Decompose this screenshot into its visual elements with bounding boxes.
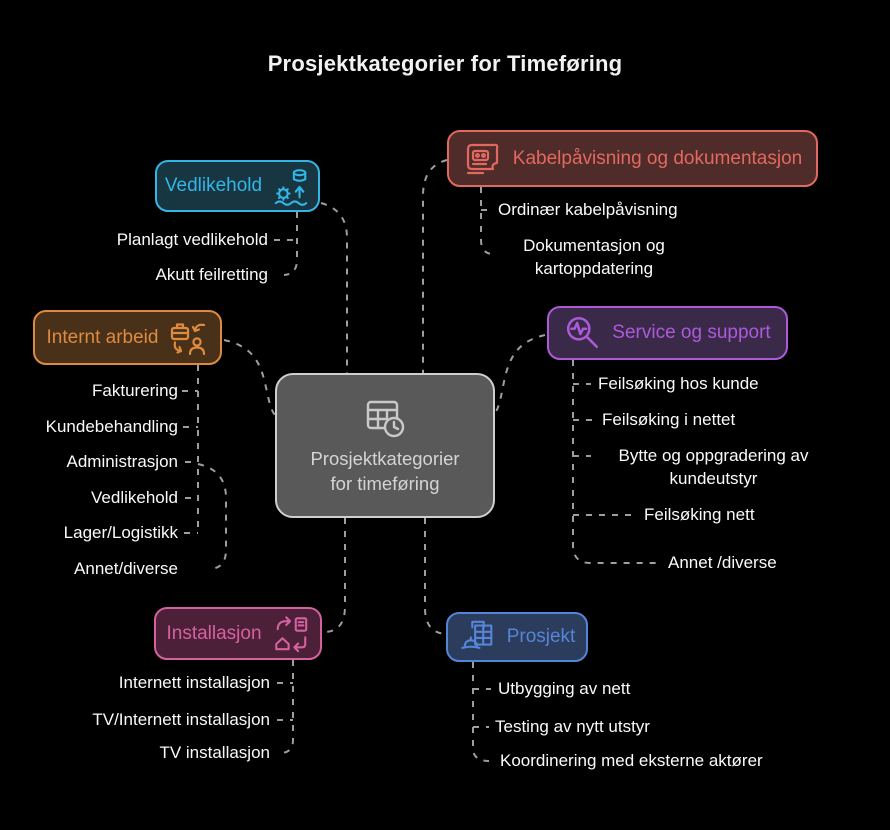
house-sync-doc-icon [272,615,310,653]
leaf-kundebehandling: Kundebehandling [45,417,178,436]
edge-central-internt [224,340,275,415]
leaf-utbygging-av-nett: Utbygging av nett [498,679,631,698]
branch-label-prosjekt: Prosjekt [506,626,576,647]
branch-label-kabelpavisning: Kabelpåvisning og dokumentasjon [512,147,803,169]
leaf-koordinering-eksterne: Koordinering med eksterne aktører [500,751,763,770]
leaf-vedlikehold-intern: Vedlikehold [91,488,178,507]
edge-prosjekt-spine [473,662,489,761]
branch-label-internt-arbeid: Internt arbeid [46,326,159,348]
leaf-feilsoking-i-nettet: Feilsøking i nettet [602,410,736,429]
branch-label-vedlikehold: Vedlikehold [164,175,263,196]
maintenance-gear-database-icon [272,165,310,207]
briefcase-person-sync-icon [168,318,208,358]
leaf-annet-diverse-internt: Annet/diverse [74,559,178,578]
central-node-label [310,447,459,496]
leaf-testing-av-nytt-utstyr: Testing av nytt utstyr [495,717,650,736]
leaf-fakturering: Fakturering [92,381,178,400]
diagram-title: Prosjektkategorier for Timeføring [267,51,623,76]
central-label-line1: Prosjektkategorier [310,448,460,470]
central-label-line2: for timeføring [330,472,440,494]
branch-label-service-support: Service og support [612,322,771,343]
leaf-tv-internett-installasjon: TV/Internett installasjon [92,710,270,729]
cable-map-icon [463,139,503,179]
building-hardhat-icon [459,618,497,656]
edge-central-kabel [423,160,447,373]
branch-node-internt-arbeid [33,310,222,365]
magnifier-pulse-icon [564,314,602,352]
leaf-feilsoking-nett: Feilsøking nett [644,505,755,524]
edge-internt-outer [198,464,226,569]
branch-node-service-support [547,306,788,360]
branch-node-vedlikehold [155,160,320,212]
branch-label-installasjon: Installasjon [166,622,262,644]
leaf-akutt-feilretting: Akutt feilretting [155,265,268,284]
branch-node-installasjon [154,607,322,660]
edge-central-vedlikehold [321,203,347,373]
leaf-feilsoking-hos-kunde: Feilsøking hos kunde [598,374,759,393]
leaf-lager-logistikk: Lager/Logistikk [63,523,178,542]
timesheet-clock-icon [361,395,409,443]
leaf-ordinaer-kabelpavisning: Ordinær kabelpåvisning [498,200,678,219]
edge-vedlikehold-spine [284,212,297,275]
edge-central-installasjon [324,518,345,632]
central-node [275,373,495,518]
branch-node-prosjekt [446,612,588,662]
edge-central-service [495,335,545,413]
leaf-dokumentasjon-kartoppdatering: Dokumentasjon og kartoppdatering [523,236,665,278]
edge-installasjon-spine [280,660,293,753]
leaf-annet-diverse-service: Annet /diverse [668,553,777,572]
edge-central-prosjekt [425,518,448,634]
leaf-internett-installasjon: Internett installasjon [118,673,270,692]
branch-node-kabelpavisning [447,130,818,187]
leaf-planlagt-vedlikehold: Planlagt vedlikehold [116,230,268,249]
leaf-administrasjon: Administrasjon [66,452,178,471]
leaf-bytte-oppgradering: Bytte og oppgradering av kundeutstyr [618,446,809,488]
leaf-tv-installasjon: TV installasjon [159,743,270,762]
